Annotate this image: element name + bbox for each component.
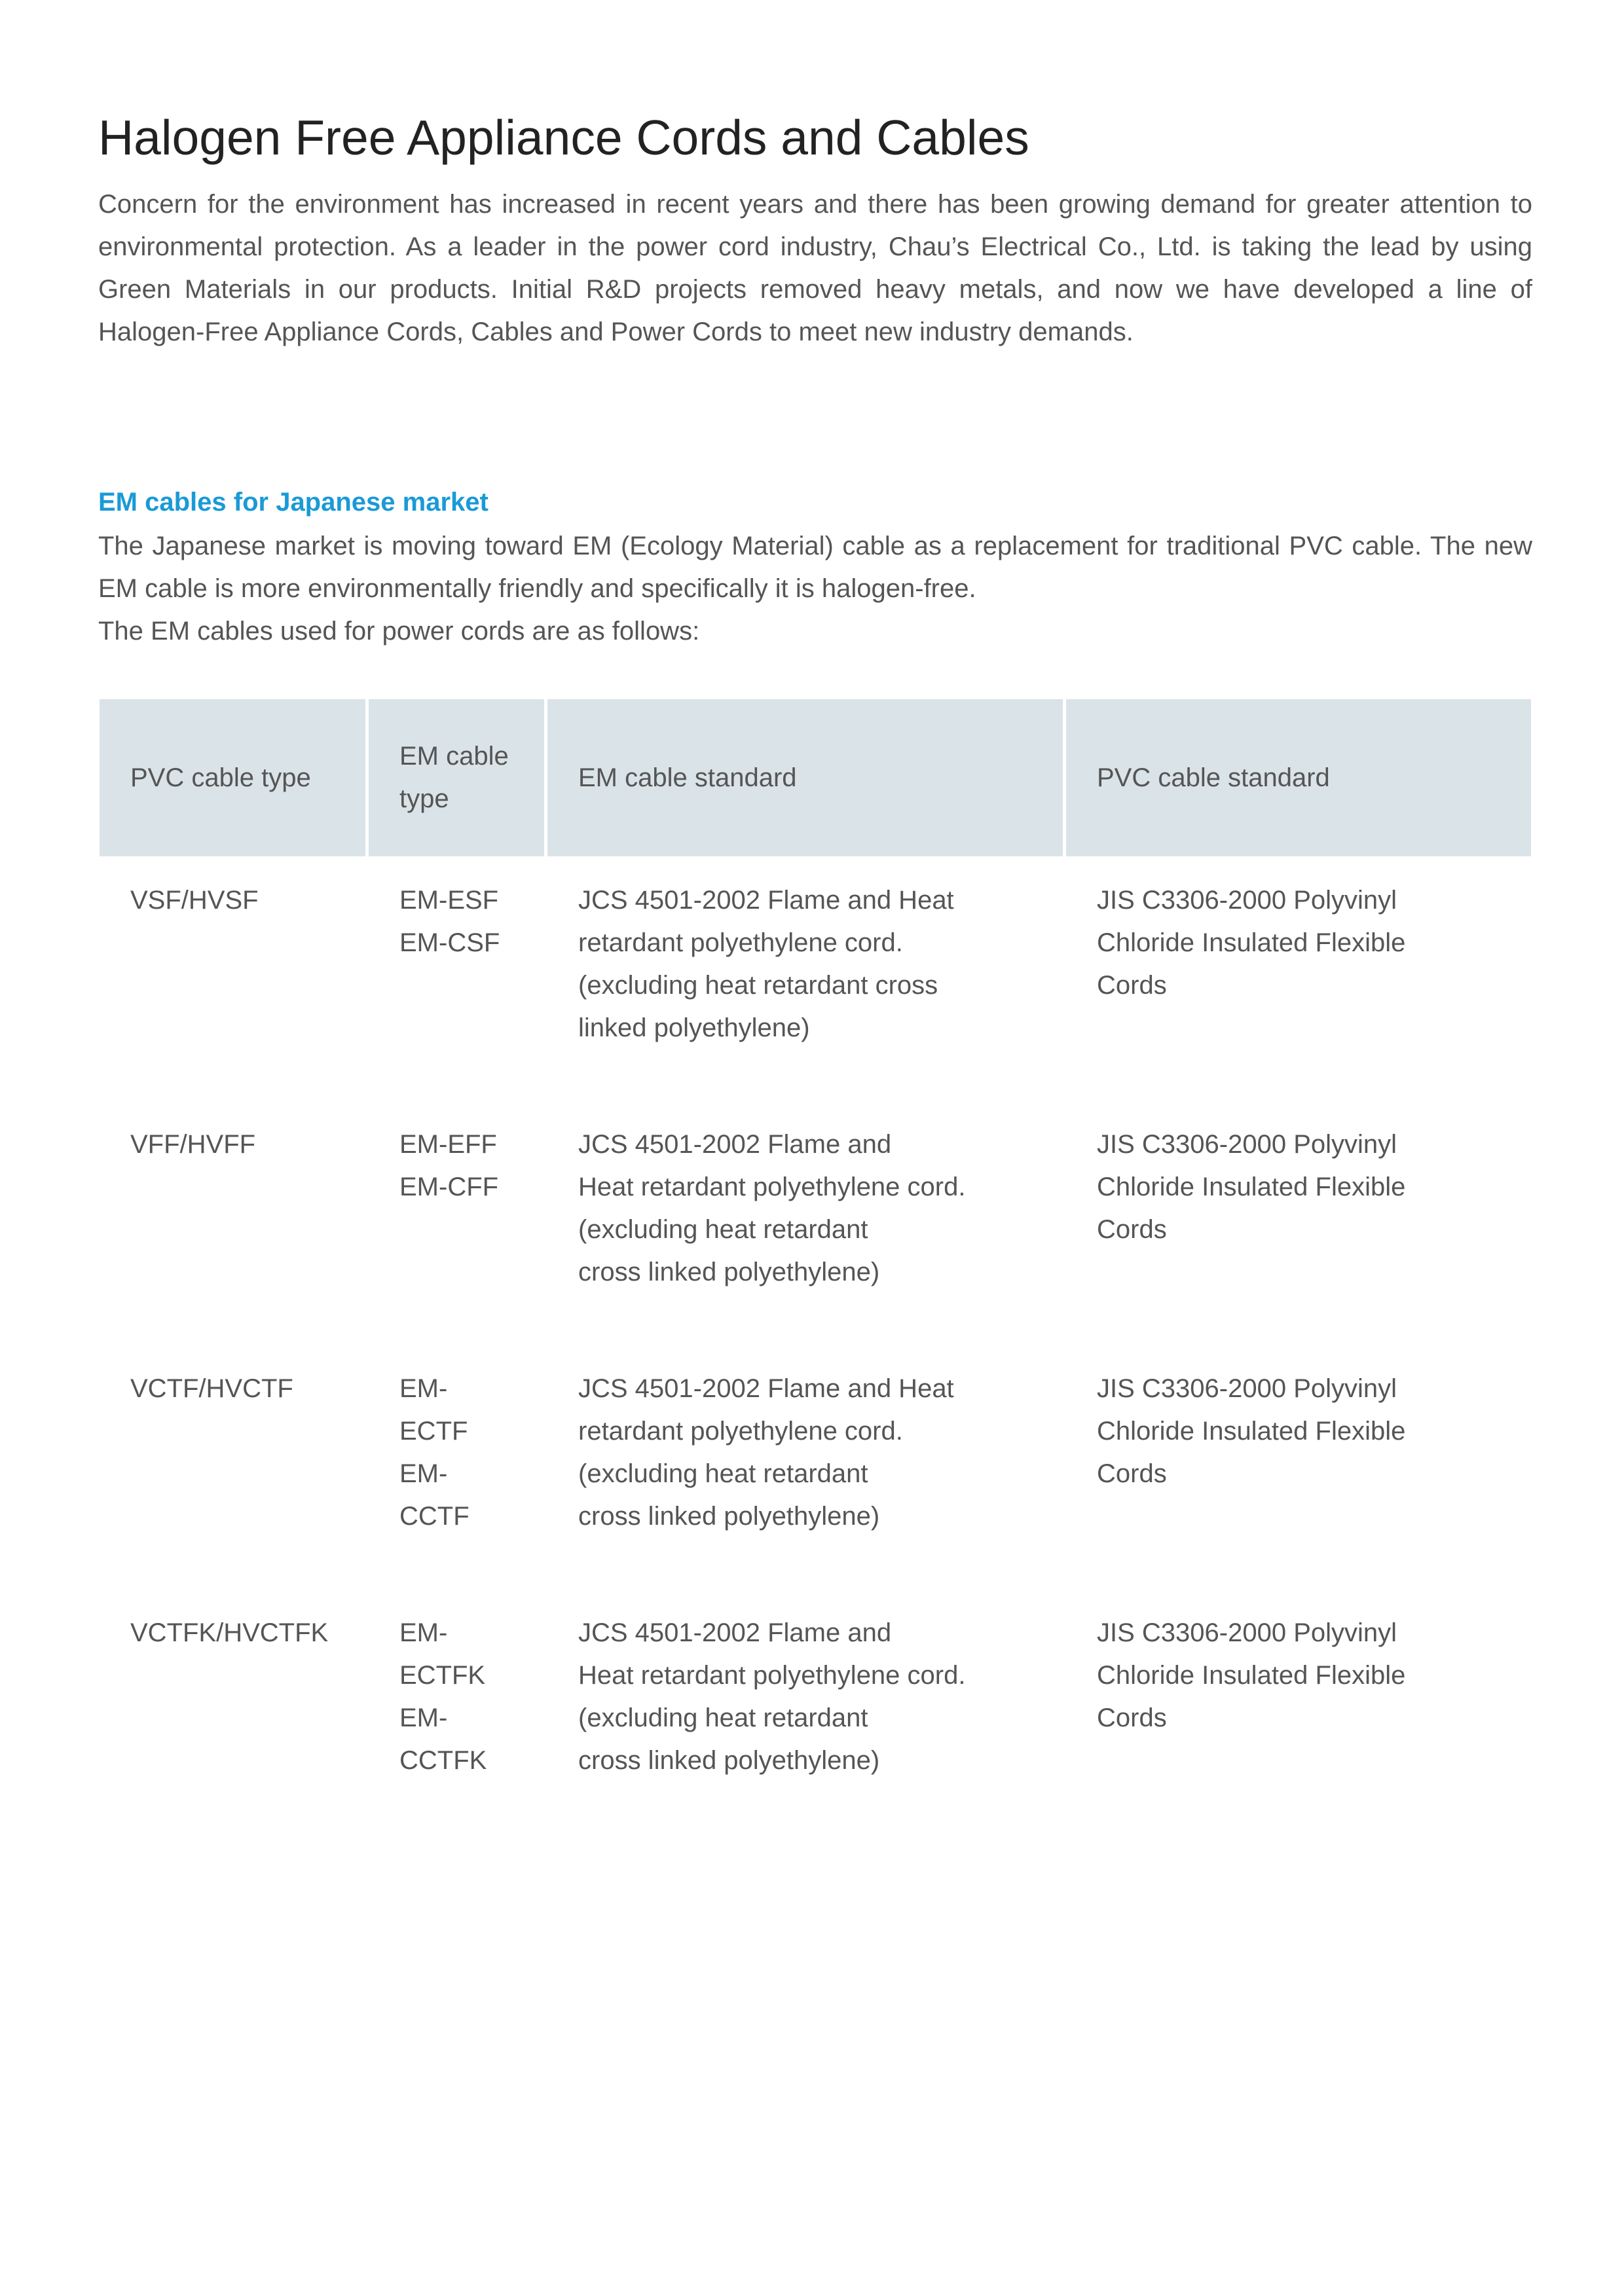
table-cell: JCS 4501-2002 Flame and Heat retardant polyethylene cord. (excluding heat retardant cross linked polyethylene) <box>578 886 954 1042</box>
table-cell: JIS C3306-2000 Polyvinyl Chloride Insulated Flexible Cords <box>1097 1618 1406 1732</box>
table-cell: EM- ECTFK EM- CCTFK <box>399 1618 487 1775</box>
table-cell: EM-ESF EM-CSF <box>399 886 500 957</box>
page-title: Halogen Free Appliance Cords and Cables <box>98 110 1029 165</box>
table-row <box>100 1368 1531 1612</box>
table-cell: VFF/HVFF <box>130 1130 256 1159</box>
table-row <box>100 1123 1531 1368</box>
table-cell: JCS 4501-2002 Flame and Heat retardant polyethylene cord. (excluding heat retardant cross linked polyethylene) <box>578 1374 954 1531</box>
table-cell: VSF/HVSF <box>130 886 259 915</box>
table-cell: EM- ECTF EM- CCTF <box>399 1374 470 1531</box>
table-row <box>100 879 1531 1123</box>
table-cell: VCTFK/HVCTFK <box>130 1618 329 1647</box>
section-body <box>98 525 1532 653</box>
table-cell: JIS C3306-2000 Polyvinyl Chloride Insulated Flexible Cords <box>1097 1374 1406 1488</box>
table-cell: JIS C3306-2000 Polyvinyl Chloride Insulated Flexible Cords <box>1097 1130 1406 1244</box>
table-row <box>100 1612 1531 1856</box>
table-header-cell: EM cable standard <box>547 699 1063 856</box>
table-cell: JCS 4501-2002 Flame and Heat retardant polyethylene cord. (excluding heat retardant cross linked polyethylene) <box>578 1618 966 1775</box>
intro-paragraph: Concern for the environment has increased in recent years and there has been growing demand for greater attention to environmental protection. As a leader in the power cord industry, Chau’s Electrical Co., Ltd. is taking the lead by using Green Materials in our products. Initial R&D projects removed heavy metals, and now we have developed a line of Halogen-Free Appliance Cords, Cables and Power Cords to meet new industry demands. <box>98 190 1532 346</box>
table-header-cell: PVC cable type <box>100 699 365 856</box>
table-cell: JCS 4501-2002 Flame and Heat retardant polyethylene cord. (excluding heat retardant cross linked polyethylene) <box>578 1130 966 1286</box>
section-paragraph: The EM cables used for power cords are as follows: <box>98 617 700 646</box>
table-header-cell: EM cable type <box>369 699 544 856</box>
em-cable-table <box>100 699 1531 1775</box>
table-cell: EM-EFF EM-CFF <box>399 1130 499 1201</box>
table-header-cell: PVC cable standard <box>1066 699 1531 856</box>
table-body <box>100 699 1531 1856</box>
section-heading: EM cables for Japanese market <box>98 488 489 517</box>
section-paragraph: The Japanese market is moving toward EM (Ecology Material) cable as a replacement for traditional PVC cable. The new EM cable is more environmentally friendly and specifically it is halogen-free. <box>98 532 1532 603</box>
table-cell: JIS C3306-2000 Polyvinyl Chloride Insulated Flexible Cords <box>1097 886 1406 1000</box>
table-cell: VCTF/HVCTF <box>130 1374 293 1403</box>
